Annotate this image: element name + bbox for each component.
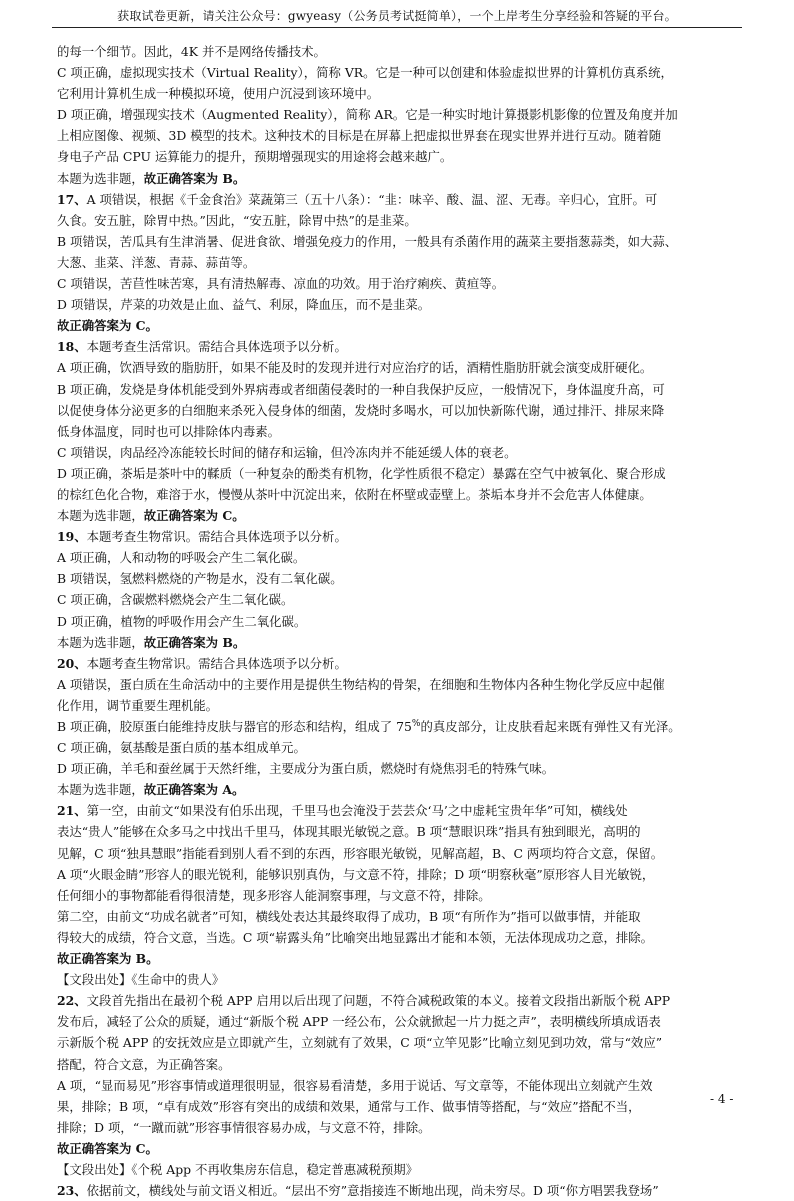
text-line xyxy=(57,695,744,716)
text-line xyxy=(57,400,744,421)
text-line xyxy=(57,948,744,969)
line-text: C 项错误，肉品经冷冻能较长时间的储存和运输，但冷冻肉并不能延缓人体的衰老。 xyxy=(57,444,517,460)
text-line xyxy=(57,800,744,821)
line-text: C 项正确，氨基酸是蛋白质的基本组成单元。 xyxy=(57,740,306,756)
line-text: B 项正确，胶原蛋白能维持皮肤与器官的形态和结构，组成了 75 xyxy=(57,719,412,734)
text-line xyxy=(57,1054,744,1075)
text-line xyxy=(57,589,744,610)
question-number: 17、 xyxy=(57,191,87,207)
text-line xyxy=(57,1075,744,1096)
line-text: C 项错误，苦苣性味苦寒，具有清热解毒、凉血的功效。用于治疗痢疾、黄疸等。 xyxy=(57,276,505,292)
question-number: 18、 xyxy=(57,339,87,355)
text-line xyxy=(57,885,744,906)
text-line xyxy=(57,104,744,125)
correct-answer: 故正确答案为 C。 xyxy=(57,1140,158,1156)
text-line xyxy=(57,1117,744,1138)
line-text: 任何细小的事物都能看得很清楚，现多形容人能洞察事理，与文意不符，排除。 xyxy=(57,887,491,903)
text-line xyxy=(57,210,744,231)
text-line xyxy=(57,315,744,336)
line-text: 本题为选非题， xyxy=(57,508,144,524)
line-text: A 项正确，人和动物的呼吸会产生二氧化碳。 xyxy=(57,550,306,566)
text-line xyxy=(57,1032,744,1053)
text-line xyxy=(57,294,744,315)
correct-answer: 故正确答案为 B。 xyxy=(143,170,246,186)
page-number: - 4 - xyxy=(710,1092,734,1106)
text-line xyxy=(57,146,744,167)
text-line xyxy=(57,969,744,990)
text-line xyxy=(57,442,744,463)
line-text: 【文段出处】《个税 App 不再收集房东信息，稳定普惠减税预期》 xyxy=(57,1161,419,1177)
correct-answer: 故正确答案为 B。 xyxy=(57,951,159,967)
text-line xyxy=(57,1180,744,1201)
line-text: 本题为选非题， xyxy=(57,782,144,798)
header-notice: 获取试卷更新，请关注公众号：gwyeasy（公务员考试挺简单），一个上岸考生分享经验和答疑的平台。 xyxy=(117,9,677,23)
line-text: 得较大的成绩，符合文意，当选。C 项“崭露头角”比喻突出地显露出才能和本领，无法体现成功之意，排除。 xyxy=(57,929,654,945)
line-text: A 项错误，根据《千金食治》菜蔬第三（五十八条）：“韭：味辛、酸、温、涩、无毒。辛归心，宜肝。可 xyxy=(86,191,658,207)
line-text: A 项，“显而易见”形容事情或道理很明显，很容易看清楚，多用于说话、写文章等，不能体现出立刻就产生效 xyxy=(57,1077,653,1093)
line-text: D 项正确，植物的呼吸作用会产生二氧化碳。 xyxy=(57,613,307,629)
line-text: B 项错误，苦瓜具有生津消暑、促进食欲、增强免疫力的作用，一般具有杀菌作用的蔬菜主要指葱蒜类，如大蒜、 xyxy=(57,233,678,249)
line-text: B 项正确，发烧是身体机能受到外界病毒或者细菌侵袭时的一种自我保护反应，一般情况下，身体温度升高，可 xyxy=(57,381,665,397)
line-text: 【文段出处】《生命中的贵人》 xyxy=(57,972,225,988)
text-line xyxy=(57,990,744,1011)
line-text: 示新版个税 APP 的安抚效应是立即就产生，立刻就有了效果，C 项“立竿见影”比喻立刻见到功效，常与“效应” xyxy=(57,1035,663,1051)
line-text: 上相应图像、视频、3D 模型的技术。这种技术的目标是在屏幕上把虚拟世界套在现实世界并进行互动。随着随 xyxy=(57,128,662,144)
text-line xyxy=(57,547,744,568)
correct-answer: 故正确答案为 C。 xyxy=(143,508,245,524)
text-line xyxy=(57,41,744,62)
text-line xyxy=(57,168,744,189)
text-line xyxy=(57,484,744,505)
line-text: A 项正确，饮酒导致的脂肪肝，如果不能及时的发现并进行对应治疗的话，酒精性脂肪肝就会演变成肝硬化。 xyxy=(57,360,653,376)
text-line xyxy=(57,357,744,378)
question-number: 22、 xyxy=(57,993,87,1009)
line-text: 本题为选非题， xyxy=(57,170,144,186)
text-line xyxy=(57,231,744,252)
text-line xyxy=(57,1096,744,1117)
text-line xyxy=(57,1159,744,1180)
line-text: D 项正确，羊毛和蚕丝属于天然纤维，主要成分为蛋白质，燃烧时有烧焦羽毛的特殊气味。 xyxy=(57,761,555,777)
line-text: 文段首先指出在最初个税 APP 启用以后出现了问题，不符合减税政策的本义。接着文段指出新版个税 APP xyxy=(86,993,671,1009)
line-text: 的棕红色化合物，难溶于水，慢慢从茶叶中沉淀出来，依附在杯壁或壶壁上。茶垢本身并不会危害人体健康。 xyxy=(57,486,652,502)
line-text: 化作用，调节重要生理机能。 xyxy=(57,697,219,713)
text-line xyxy=(57,421,744,442)
superscript: % xyxy=(411,718,421,729)
text-line xyxy=(57,568,744,589)
text-line xyxy=(57,843,744,864)
line-text: C 项正确，含碳燃料燃烧会产生二氧化碳。 xyxy=(57,592,294,608)
text-line xyxy=(57,716,744,737)
text-line xyxy=(57,864,744,885)
question-number: 23、 xyxy=(57,1183,87,1199)
line-text: 低身体温度，同时也可以排除体内毒素。 xyxy=(57,423,281,439)
line-text: A 项错误，蛋白质在生命活动中的主要作用是提供生物结构的骨架，在细胞和生物体内各种生物化学反应中起催 xyxy=(57,676,665,692)
text-line xyxy=(57,779,744,800)
line-text: 第一空，由前文“如果没有伯乐出现，千里马也会淹没于芸芸众‘马’之中虚耗宝贵年华”可知，横线处 xyxy=(86,803,628,819)
line-text: D 项错误，芹菜的功效是止血、益气、利尿，降血压，而不是韭菜。 xyxy=(57,297,431,313)
text-line xyxy=(57,526,744,547)
line-text: 第二空，由前文“功成名就者”可知，横线处表达其最终取得了成功，B 项“有所作为”指可以做事情，并能取 xyxy=(57,908,641,924)
line-text: 本题为选非题， xyxy=(57,634,144,650)
correct-answer: 故正确答案为 A。 xyxy=(143,782,245,798)
line-text: 依据前文，横线处与前文语义相近。“层出不穷”意指接连不断地出现，尚未穷尽。D 项“你方唱罢我登场” xyxy=(86,1183,659,1199)
line-text: 的每一个细节。因此，4K 并不是网络传播技术。 xyxy=(57,44,326,59)
text-line xyxy=(57,632,744,653)
text-line xyxy=(57,463,744,484)
line-text: 大葱、韭菜、洋葱、青蒜、蒜苗等。 xyxy=(57,254,256,270)
text-line xyxy=(57,758,744,779)
line-text-continued: 的真皮部分，让皮肤看起来既有弹性又有光泽。 xyxy=(420,719,681,734)
text-line xyxy=(57,1138,744,1159)
line-text: 它利用计算机生成一种模拟环境，使用户沉浸到该环境中。 xyxy=(57,86,380,102)
text-line xyxy=(57,653,744,674)
question-number: 21、 xyxy=(57,803,87,819)
text-line xyxy=(57,927,744,948)
text-line xyxy=(57,821,744,842)
correct-answer: 故正确答案为 C。 xyxy=(57,318,158,334)
text-line xyxy=(57,611,744,632)
header-rule xyxy=(52,27,742,28)
question-number: 19、 xyxy=(57,529,87,545)
answer-explanations xyxy=(57,41,744,1201)
text-line xyxy=(57,252,744,273)
line-text: C 项正确，虚拟现实技术（Virtual Reality），简称 VR。它是一种可以创建和体验虚拟世界的计算机仿真系统， xyxy=(57,65,673,81)
question-number: 20、 xyxy=(57,655,87,671)
line-text: 久食。安五脏，除胃中热。”因此，“安五脏，除胃中热”的是韭菜。 xyxy=(57,212,417,228)
line-text: 本题考查生活常识。需结合具体选项予以分析。 xyxy=(86,339,347,355)
line-text: D 项正确，增强现实技术（Augmented Reality），简称 AR。它是一种实时地计算摄影机影像的位置及角度并加 xyxy=(57,107,678,123)
text-line xyxy=(57,336,744,357)
text-line xyxy=(57,62,744,83)
line-text: 表达“贵人”能够在众多马之中找出千里马，体现其眼光敏锐之意。B 项“慧眼识珠”指具有独到眼光，高明的 xyxy=(57,824,641,840)
line-text: 果，排除；B 项，“卓有成效”形容有突出的成绩和效果，通常与工作、做事情等搭配，与“效应”搭配不当， xyxy=(57,1098,641,1114)
line-text: 身电子产品 CPU 运算能力的提升，预期增强现实的用途将会越来越广。 xyxy=(57,149,453,165)
text-line xyxy=(57,379,744,400)
text-line xyxy=(57,273,744,294)
line-text: B 项错误，氢燃料燃烧的产物是水，没有二氧化碳。 xyxy=(57,571,343,587)
line-text: 本题考查生物常识。需结合具体选项予以分析。 xyxy=(86,655,347,671)
text-line xyxy=(57,189,744,210)
line-text: 见解，C 项“独具慧眼”指能看到别人看不到的东西，形容眼光敏锐，见解高超，B、C 两项均符合文意，保留。 xyxy=(57,845,664,861)
text-line xyxy=(57,737,744,758)
line-text: 以促使身体分泌更多的白细胞来杀死入侵身体的细菌，发烧时多喝水，可以加快新陈代谢，通过排汗、排尿来降 xyxy=(57,402,665,418)
text-line xyxy=(57,1011,744,1032)
line-text: 本题考查生物常识。需结合具体选项予以分析。 xyxy=(86,529,347,545)
text-line xyxy=(57,505,744,526)
text-line xyxy=(57,906,744,927)
line-text: 排除；D 项，“一蹴而就”形容事情很容易办成，与文意不符，排除。 xyxy=(57,1119,431,1135)
text-line xyxy=(57,674,744,695)
text-line xyxy=(57,83,744,104)
line-text: 搭配，符合文意，为正确答案。 xyxy=(57,1056,231,1072)
line-text: 发布后，减轻了公众的质疑，通过“新版个税 APP 一经公布，公众就掀起一片力挺之声”，表明横线所填成语表 xyxy=(57,1014,661,1030)
text-line xyxy=(57,125,744,146)
line-text: D 项正确，茶垢是茶叶中的鞣质（一种复杂的酚类有机物，化学性质很不稳定）暴露在空气中被氧化、聚合形成 xyxy=(57,465,666,481)
line-text: A 项“火眼金睛”形容人的眼光锐利，能够识别真伪，与文意不符，排除；D 项“明察秋毫”原形容人目光敏锐， xyxy=(57,866,655,882)
correct-answer: 故正确答案为 B。 xyxy=(143,634,246,650)
